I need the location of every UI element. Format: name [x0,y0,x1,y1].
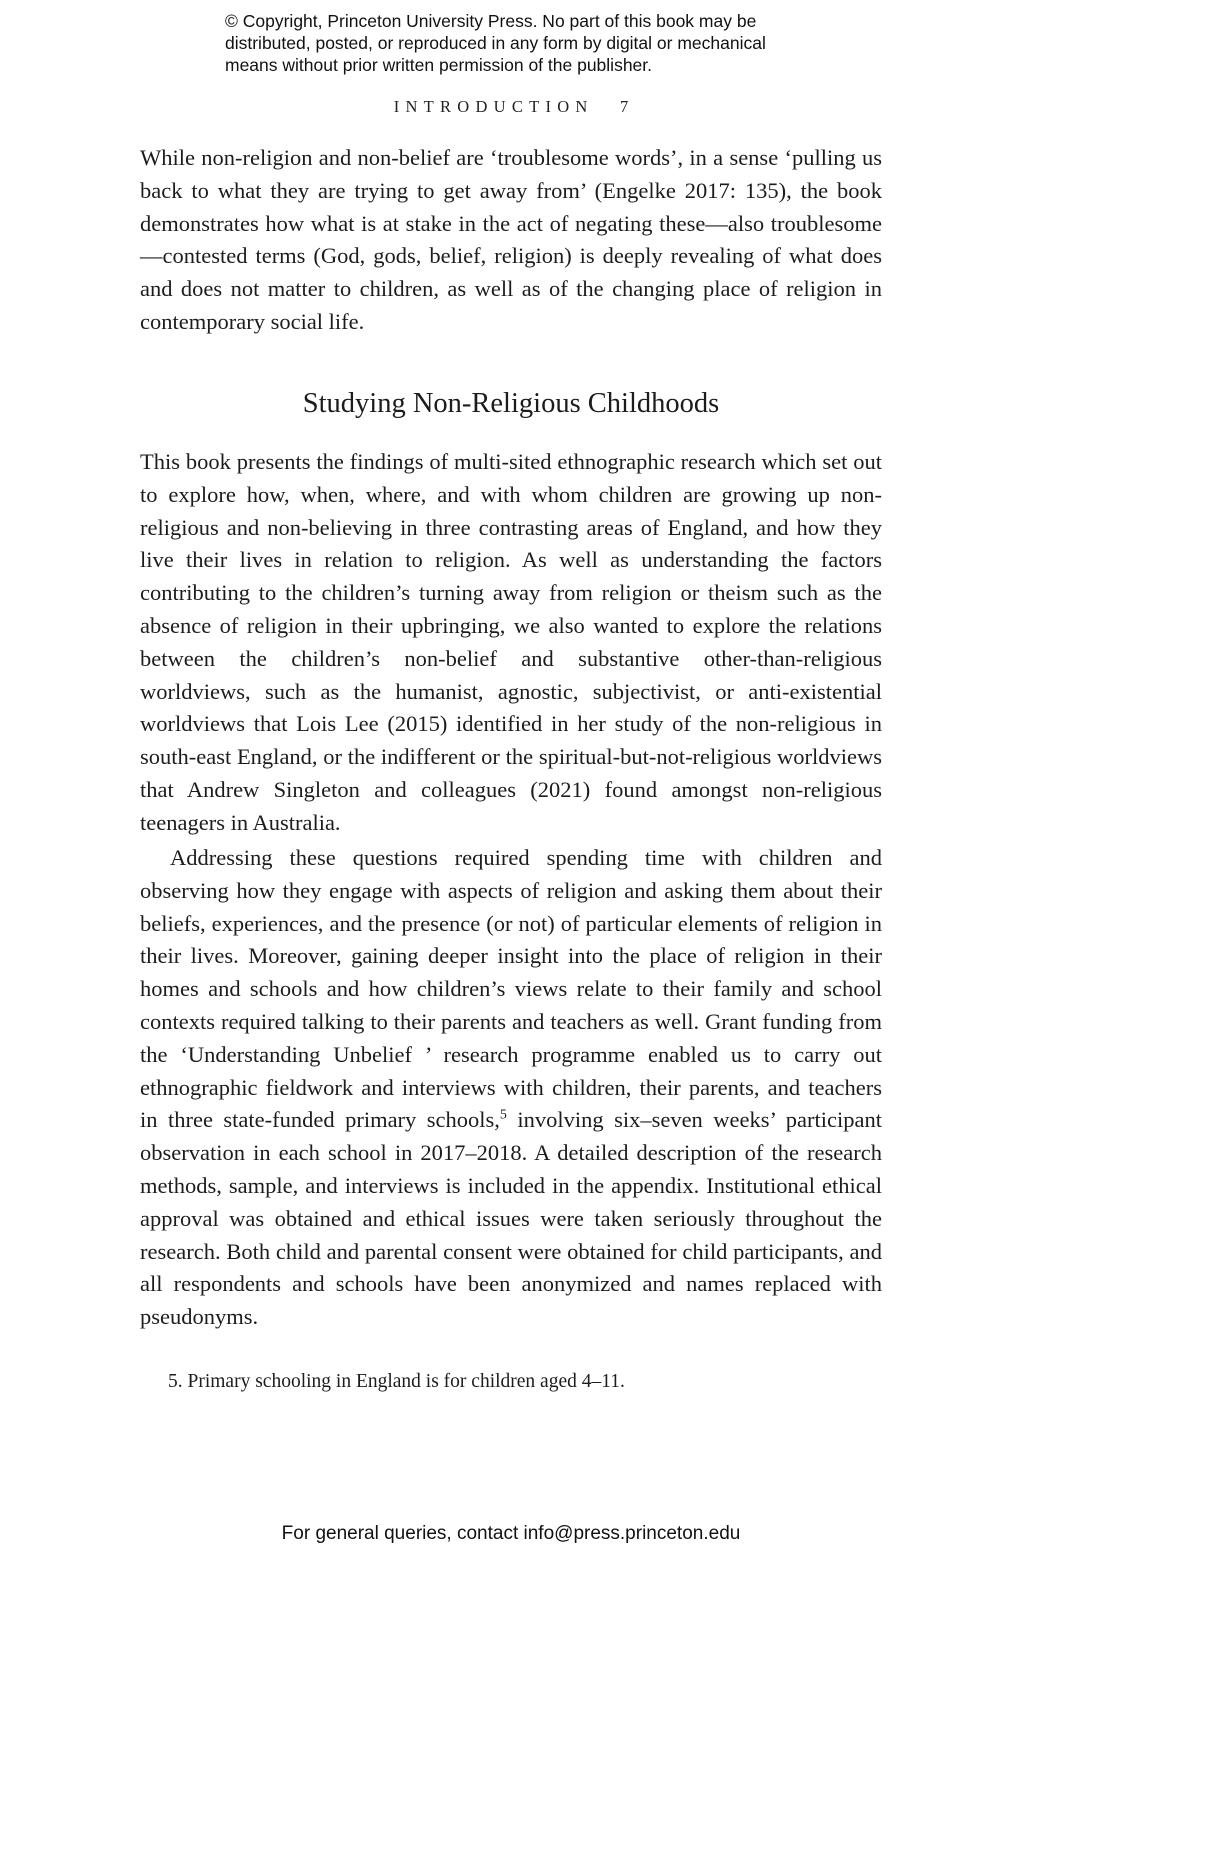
footer-contact-line: For general queries, contact info@press.princeton.edu [281,1523,741,1544]
copyright-line-3: means without prior written permission of the publisher. [225,55,653,75]
footnote: 5. Primary schooling in England is for children aged 4–11. [168,1371,625,1392]
paragraph-3-text [140,842,882,1334]
page-number: 7 [620,97,629,116]
section-heading: Studying Non-Religious Childhoods [302,388,720,419]
paragraph-3-part-2: involving six–seven weeks’ participant observation in each school in 2017–2018. A detailed description of the research methods, sample, and interviews is included in the appendix. Institutional ethical approval was obtained and ethical issues were taken seriously throughout the research. Both child and parental consent were obtained for child participants, and all respondents and schools have been anonymized and names replaced with pseudonyms. [140,1107,882,1330]
running-header [140,97,882,117]
paragraph-3-part-1: Addressing these questions required spending time with children and observing how they engage with aspects of religion and asking them about their beliefs, experiences, and the presence (or not) of particular elements of religion in their lives. Moreover, gaining deeper insight into the place of religion in their homes and schools and how children’s views relate to their family and school contexts required talking to their parents and teachers as well. Grant funding from the ‘Understanding Unbelief ’ research programme enabled us to carry out ethnographic fieldwork and interviews with children, their parents, and teachers in three state-funded primary schools, [140,845,882,1133]
copyright-line-2: distributed, posted, or reproduced in any form by digital or mechanical [225,33,766,53]
copyright-notice [225,10,766,76]
paragraph-1 [140,142,882,339]
paragraph-2-text: This book presents the findings of multi-sited ethnographic research which set out to explore how, when, where, and with whom children are growing up non-religious and non-believing in three contrasting areas of England, and how they live their lives in relation to religion. As well as understanding the factors contributing to the children’s turning away from religion or theism such as the absence of religion in their upbringing, we also wanted to explore the relations between the children’s non-belief and substantive other-than-religious worldviews, such as the humanist, agnostic, subjectivist, or anti-existential worldviews that Lois Lee (2015) identified in her study of the non-religious in south-east England, or the indifferent or the spiritual-but-not-religious worldviews that Andrew Singleton and colleagues (2021) found amongst non-religious teenagers in Australia. [140,449,882,835]
paragraph-2 [140,446,882,840]
paragraph-1-text: While non-religion and non-belief are ‘troublesome words’, in a sense ‘pulling us back to what they are trying to get away from’ (Engelke 2017: 135), the book demonstrates how what is at stake in the act of negating these—also troublesome—contested terms (God, gods, belief, religion) is deeply revealing of what does and does not matter to children, as well as of the changing place of religion in contemporary social life. [140,145,882,334]
paragraph-3 [140,842,882,1334]
copyright-line-1: © Copyright, Princeton University Press. No part of this book may be [225,11,757,31]
footnote-marker: 5 [499,1107,507,1123]
running-header-title: INTRODUCTION [393,97,594,116]
